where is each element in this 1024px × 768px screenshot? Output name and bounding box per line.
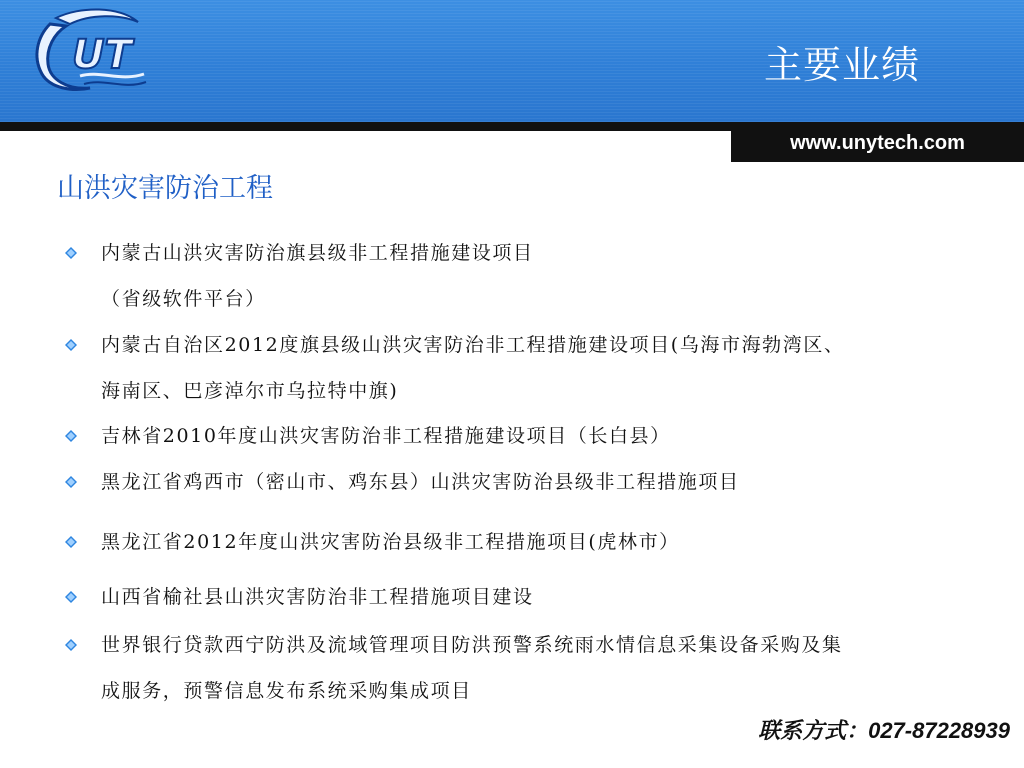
website-url: www.unytech.com xyxy=(731,122,1024,162)
list-item-line: 黑龙江省鸡西市（密山市、鸡东县）山洪灾害防治县级非工程措施项目 xyxy=(101,471,740,493)
bullet-diamond-icon xyxy=(65,639,77,651)
logo-text: UT xyxy=(72,32,132,78)
list-item-line: 内蒙古自治区2012度旗县级山洪灾害防治非工程措施建设项目(乌海市海勃湾区、 xyxy=(101,334,845,356)
list-item xyxy=(65,622,975,714)
bullet-diamond-icon xyxy=(65,247,77,259)
list-item-line: （省级软件平台） xyxy=(101,288,266,310)
list-item-text xyxy=(101,574,975,620)
list-item xyxy=(65,230,975,322)
bullet-diamond-icon xyxy=(65,591,77,603)
list-item-text xyxy=(101,622,975,714)
list-item-text xyxy=(101,322,975,414)
list-item-text xyxy=(101,230,975,322)
contact-phone: 027-87228939 xyxy=(868,718,1010,743)
page-title: 主要业绩 xyxy=(763,43,920,87)
list-item-line: 世界银行贷款西宁防洪及流域管理项目防洪预警系统雨水情信息采集设备采购及集 xyxy=(101,634,843,656)
list-item xyxy=(65,574,975,620)
list-item-line: 黑龙江省2012年度山洪灾害防治县级非工程措施项目(虎林市） xyxy=(101,531,680,553)
contact-label: 联系方式： xyxy=(758,718,869,744)
section-title: 山洪灾害防治工程 xyxy=(57,173,273,204)
bullet-diamond-icon xyxy=(65,536,77,548)
header-banner xyxy=(0,0,1024,122)
list-item-line: 山西省榆社县山洪灾害防治非工程措施项目建设 xyxy=(101,586,534,608)
company-logo xyxy=(20,4,160,96)
list-item xyxy=(65,459,975,505)
list-item-text xyxy=(101,519,975,565)
contact-info xyxy=(758,714,1010,745)
list-item-line: 吉林省2010年度山洪灾害防治非工程措施建设项目（长白县） xyxy=(101,425,671,447)
list-item-line: 成服务，预警信息发布系统采购集成项目 xyxy=(101,680,472,702)
bullet-diamond-icon xyxy=(65,430,77,442)
list-item-text xyxy=(101,459,975,505)
list-item xyxy=(65,519,975,565)
bullet-diamond-icon xyxy=(65,339,77,351)
bullet-diamond-icon xyxy=(65,476,77,488)
list-item-line: 内蒙古山洪灾害防治旗县级非工程措施建设项目 xyxy=(101,242,534,264)
list-item-text xyxy=(101,413,975,459)
list-item-line: 海南区、巴彦淖尔市乌拉特中旗) xyxy=(101,380,399,402)
list-item xyxy=(65,413,975,459)
list-item xyxy=(65,322,975,414)
